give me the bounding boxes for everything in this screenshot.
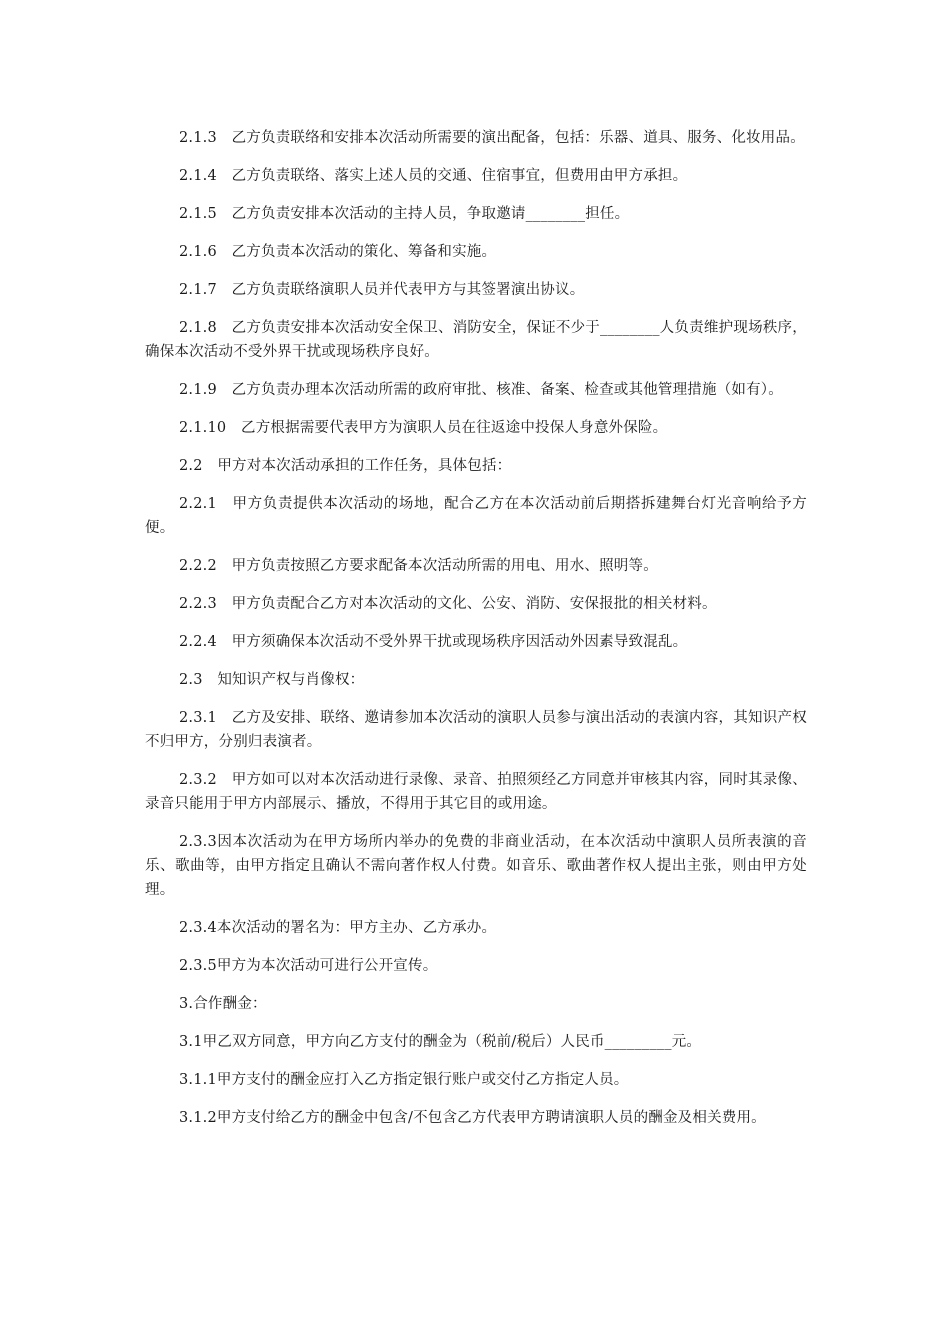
clause-2-2: 2.2 甲方对本次活动承担的工作任务，具体包括： <box>179 458 512 474</box>
clause-3-1-1: 3.1.1甲方支付的酬金应打入乙方指定银行账户或交付乙方指定人员。 <box>179 1072 629 1088</box>
clause-2-1-4: 2.1.4 乙方负责联络、落实上述人员的交通、住宿事宜，但费用由甲方承担。 <box>179 168 688 184</box>
clause-2-2-3: 2.2.3 甲方负责配合乙方对本次活动的文化、公安、消防、安保报批的相关材料。 <box>179 596 717 612</box>
clause-2-1-8: 2.1.8 乙方负责安排本次活动安全保卫、消防安全，保证不少于________人负责维护现场秩序，确保本次活动不受外界干扰或现场秩序良好。 <box>145 320 807 360</box>
clause-2-2-2: 2.2.2 甲方负责按照乙方要求配备本次活动所需的用电、用水、照明等。 <box>179 558 658 574</box>
clause-2-3-3: 2.3.3因本次活动为在甲方场所内举办的免费的非商业活动，在本次活动中演职人员所表演的音乐、歌曲等，由甲方指定且确认不需向著作权人付费。如音乐、歌曲著作权人提出主张，则由甲方处理。 <box>145 834 807 898</box>
clause-2-3-1: 2.3.1 乙方及安排、联络、邀请参加本次活动的演职人员参与演出活动的表演内容，其知识产权不归甲方，分别归表演者。 <box>145 710 807 750</box>
clause-2-2-4: 2.2.4 甲方须确保本次活动不受外界干扰或现场秩序因活动外因素导致混乱。 <box>179 634 688 650</box>
clause-2-1-3: 2.1.3 乙方负责联络和安排本次活动所需要的演出配备，包括：乐器、道具、服务、化妆用品。 <box>179 130 805 146</box>
section-3-heading: 3.合作酬金： <box>179 996 267 1012</box>
clause-2-2-1: 2.2.1 甲方负责提供本次活动的场地，配合乙方在本次活动前后期搭拆建舞台灯光音响给予方便。 <box>145 496 807 536</box>
clause-2-3-4: 2.3.4本次活动的署名为：甲方主办、乙方承办。 <box>179 920 497 936</box>
clause-3-1-2: 3.1.2甲方支付给乙方的酬金中包含/不包含乙方代表甲方聘请演职人员的酬金及相关费用。 <box>179 1110 766 1126</box>
clause-2-3-5: 2.3.5甲方为本次活动可进行公开宣传。 <box>179 958 438 974</box>
clause-2-3-2: 2.3.2 甲方如可以对本次活动进行录像、录音、拍照须经乙方同意并审核其内容，同时其录像、录音只能用于甲方内部展示、播放，不得用于其它目的或用途。 <box>145 772 807 812</box>
clause-2-1-5: 2.1.5 乙方负责安排本次活动的主持人员，争取邀请________担任。 <box>179 206 630 222</box>
clause-2-1-6: 2.1.6 乙方负责本次活动的策化、筹备和实施。 <box>179 244 497 260</box>
document-body <box>145 126 807 1144</box>
clause-2-1-7: 2.1.7 乙方负责联络演职人员并代表甲方与其签署演出协议。 <box>179 282 585 298</box>
clause-2-1-10: 2.1.10 乙方根据需要代表甲方为演职人员在往返途中投保人身意外保险。 <box>179 420 668 436</box>
clause-3-1: 3.1甲乙双方同意，甲方向乙方支付的酬金为（税前/税后）人民币_________元。 <box>179 1034 702 1050</box>
clause-2-3: 2.3 知知识产权与肖像权： <box>179 672 365 688</box>
clause-2-1-9: 2.1.9 乙方负责办理本次活动所需的政府审批、核准、备案、检查或其他管理措施（如有）。 <box>179 382 783 398</box>
